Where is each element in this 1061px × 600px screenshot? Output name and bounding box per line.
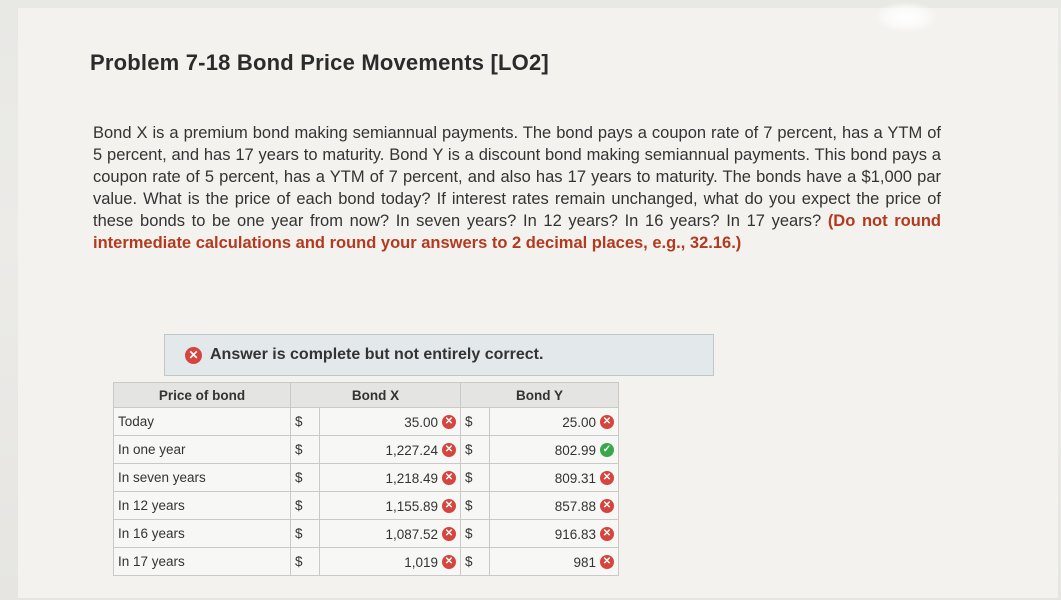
bond-x-currency: $ [291,548,320,576]
x-circle-icon: ✕ [185,347,202,364]
bond-x-price-cell [320,436,461,464]
bond-x-currency: $ [291,408,320,436]
bond-y-currency: $ [461,408,490,436]
bond-x-price-input[interactable]: 1,087.52 [385,526,438,542]
x-circle-icon: ✕ [442,499,456,513]
bond-price-table [113,382,619,576]
bond-y-price-input[interactable]: 809.31 [554,470,596,486]
table-row [114,408,619,436]
check-circle-icon: ✓ [600,443,614,457]
bond-x-price-input[interactable]: 1,227.24 [385,442,438,458]
bond-y-currency: $ [461,492,490,520]
bond-y-price-input[interactable]: 857.88 [554,498,596,514]
bond-y-price-input[interactable]: 25.00 [562,414,596,430]
bond-x-currency: $ [291,520,320,548]
bond-x-price-cell [320,492,461,520]
x-circle-icon: ✕ [442,443,456,457]
x-circle-icon: ✕ [442,555,456,569]
x-circle-icon: ✕ [600,499,614,513]
bond-x-currency: $ [291,492,320,520]
table-row [114,436,619,464]
table-row [114,464,619,492]
bond-x-price-input[interactable]: 1,218.49 [385,470,438,486]
bond-x-price-cell [320,408,461,436]
bond-x-price-input[interactable]: 35.00 [404,414,438,430]
bond-y-price-cell [490,520,619,548]
bond-x-price-cell [320,548,461,576]
row-label: Today [114,408,291,436]
x-circle-icon: ✕ [442,415,456,429]
bond-y-price-cell [490,464,619,492]
row-label: In seven years [114,464,291,492]
bond-y-currency: $ [461,464,490,492]
row-label: In 12 years [114,492,291,520]
bond-y-currency: $ [461,520,490,548]
table-header-row [114,383,619,408]
bond-y-price-cell [490,548,619,576]
header-price-of-bond: Price of bond [114,383,291,408]
bond-y-currency: $ [461,548,490,576]
row-label: In 17 years [114,548,291,576]
bond-x-price-input[interactable]: 1,019 [404,554,438,570]
header-bond-x: Bond X [291,383,461,408]
rounding-instruction: (Do not round intermediate calculations and round your answers to 2 decimal places, e.g., 32.16.) [93,212,941,252]
x-circle-icon: ✕ [600,527,614,541]
table-row [114,548,619,576]
answer-status-banner [164,334,714,376]
bond-x-price-cell [320,464,461,492]
problem-text: Bond X is a premium bond making semiannual payments. The bond pays a coupon rate of 7 percent, has a YTM of 5 percent, and has 17 years to maturity. Bond Y is a discount bond making semiannual payments. This bond pays a coupon rate of 5 percent, has a YTM of 7 percent, and also has 17 years to maturity. The bonds have a $1,000 par value. What is the price of each bond today? If interest rates remain unchanged, what do you expect the price of these bonds to be one year from now? In seven years? In 12 years? In 16 years? In 17 years? [93,124,941,230]
bond-y-price-input[interactable]: 981 [573,554,596,570]
table-row [114,520,619,548]
bond-x-price-cell [320,520,461,548]
bond-y-price-cell [490,492,619,520]
bond-y-price-cell [490,436,619,464]
row-label: In one year [114,436,291,464]
bond-y-price-input[interactable]: 802.99 [554,442,596,458]
header-bond-y: Bond Y [461,383,619,408]
problem-title: Problem 7-18 Bond Price Movements [LO2] [90,50,549,75]
table-row [114,492,619,520]
row-label: In 16 years [114,520,291,548]
bond-x-currency: $ [291,436,320,464]
bond-y-price-input[interactable]: 916.83 [554,526,596,542]
problem-statement [93,122,941,254]
bond-x-currency: $ [291,464,320,492]
light-glare [876,2,936,32]
bond-y-currency: $ [461,436,490,464]
bond-x-price-input[interactable]: 1,155.89 [385,498,438,514]
x-circle-icon: ✕ [442,527,456,541]
x-circle-icon: ✕ [442,471,456,485]
bond-y-price-cell [490,408,619,436]
answer-status-text: Answer is complete but not entirely correct. [210,346,544,363]
x-circle-icon: ✕ [600,471,614,485]
x-circle-icon: ✕ [600,555,614,569]
x-circle-icon: ✕ [600,415,614,429]
